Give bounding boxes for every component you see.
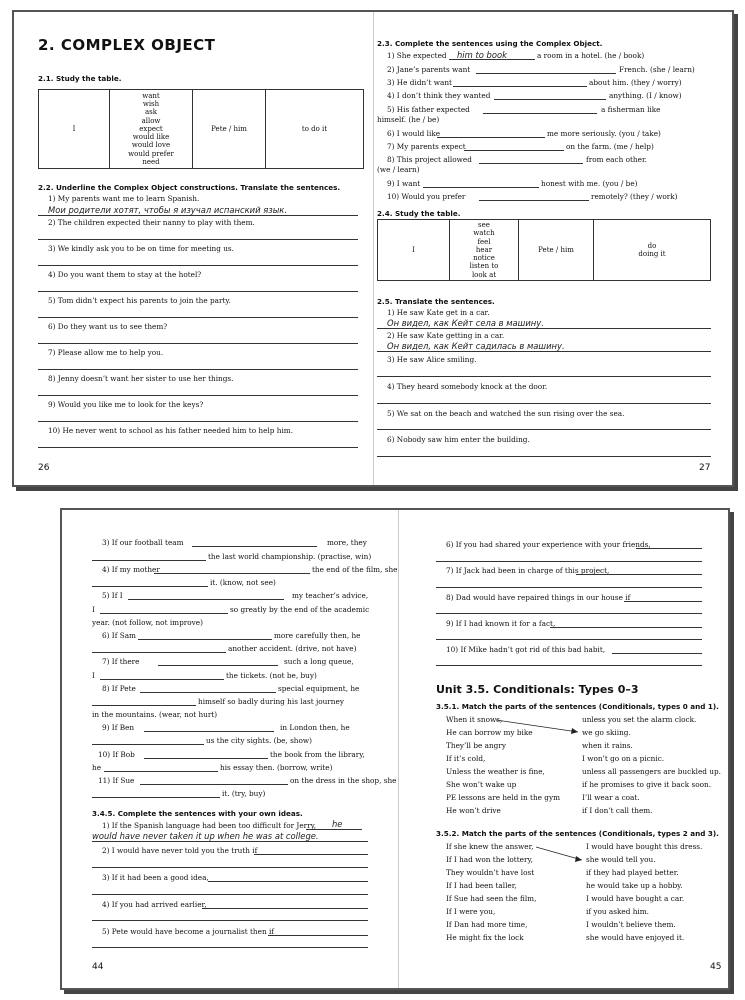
- exercise-text: us the city sights. (be, show): [206, 736, 312, 745]
- exercise-hint: a room in a hotel. (he / book): [537, 51, 645, 60]
- perception-verbs-table: [377, 219, 711, 281]
- answer-line: [144, 731, 274, 732]
- exercise-hint: a fisherman like: [601, 105, 661, 114]
- match-left: When it snows,: [446, 715, 503, 724]
- answer-line: [92, 867, 368, 868]
- table-cell: Pete / him: [519, 220, 594, 281]
- exercise-hint: honest with me. (you / be): [541, 179, 638, 188]
- match-right: she would have enjoyed it.: [586, 933, 685, 942]
- match-right: I wouldn’t believe them.: [586, 920, 676, 929]
- exercise-text: the book from the library,: [270, 750, 365, 759]
- exercise-item: 7) Please allow me to help you.: [48, 348, 164, 357]
- exercise-item: 1) My parents want me to learn Spanish.: [48, 194, 200, 203]
- exercise-text: in London then, he: [280, 723, 350, 732]
- exercise-hint: from each other.: [586, 155, 647, 164]
- exercise-hint: remotely? (they / work): [591, 192, 678, 201]
- exercise-item: 8) If Pete: [102, 684, 136, 693]
- exercise-text: it. (try, buy): [222, 789, 266, 798]
- exercise-hint: (we / learn): [377, 165, 420, 174]
- exercise-text: more carefully then, he: [274, 631, 361, 640]
- exercise-text: the last world championship. (practise, win): [208, 552, 372, 561]
- match-left: If she knew the answer,: [446, 842, 534, 851]
- answer-line: [140, 692, 276, 693]
- page-26: [14, 12, 373, 485]
- match-arrow-2: [398, 510, 728, 988]
- exercise-item: 6) Nobody saw him enter the building.: [387, 435, 530, 444]
- exercise-hint: French. (she / learn): [619, 65, 695, 74]
- answer-line: [38, 291, 358, 292]
- exercise-item: 10) Would you prefer: [387, 192, 466, 201]
- verb: would love: [131, 141, 171, 150]
- table-cell: Pete / him: [193, 90, 266, 169]
- exercise-item: 6) If Sam: [102, 631, 136, 640]
- answer-line: [144, 758, 268, 759]
- exercise-item: 9) I want: [387, 179, 421, 188]
- verb: see: [478, 220, 490, 229]
- verb: would like: [132, 133, 170, 142]
- verb: listen to: [469, 262, 499, 271]
- verb: allow: [141, 116, 161, 125]
- page-27: [373, 12, 732, 485]
- section-title: 2.2. Underline the Complex Object constructions. Translate the sentences.: [38, 183, 341, 192]
- exercise-text: I: [92, 605, 95, 614]
- verbs-table: [38, 89, 364, 169]
- handwritten-answer: he: [332, 819, 343, 829]
- verb: hear: [475, 245, 493, 254]
- answer-line: [38, 265, 358, 266]
- verb: ask: [144, 108, 157, 117]
- exercise-text: in the mountains. (wear, not hurt): [92, 710, 218, 719]
- answer-line: [479, 200, 589, 201]
- exercise-item: 5) Pete would have become a journalist then if: [102, 927, 275, 936]
- exercise-item: 6) If you had shared your experience with your friends,: [446, 540, 651, 549]
- exercise-hint: himself. (he / be): [377, 115, 440, 124]
- exercise-item: 6) I would like: [387, 129, 441, 138]
- match-right: if I don’t call them.: [582, 806, 653, 815]
- answer-line: [38, 369, 358, 370]
- answer-line: [377, 376, 711, 377]
- cell-line: doing it: [638, 250, 666, 258]
- exercise-item: 7) If Jack had been in charge of this project,: [446, 566, 610, 575]
- exercise-hint: on the farm. (me / help): [566, 142, 654, 151]
- answer-line: [92, 797, 220, 798]
- answer-line: [377, 403, 711, 404]
- match-left: PE lessons are held in the gym: [446, 793, 561, 802]
- match-left: If I were you,: [446, 907, 496, 916]
- exercise-item: 2) The children expected their nanny to play with them.: [48, 218, 255, 227]
- exercise-item: 2) Jane’s parents want: [387, 65, 471, 74]
- answer-line: [92, 841, 368, 842]
- handwritten-answer: Он видел, как Кейт села в машину.: [387, 318, 544, 328]
- answer-line: [254, 854, 368, 855]
- exercise-item: 3) He saw Alice smiling.: [387, 355, 477, 364]
- answer-line: [92, 560, 206, 561]
- book-spread-top: [12, 10, 734, 487]
- section-title: 2.4. Study the table.: [377, 209, 461, 218]
- answer-line: [202, 908, 368, 909]
- match-right: if he promises to give it back soon.: [582, 780, 712, 789]
- page-number: 26: [38, 463, 50, 473]
- exercise-item: 4) I don’t think they wanted: [387, 91, 491, 100]
- match-right: she would tell you.: [586, 855, 656, 864]
- verb: would prefer: [128, 149, 174, 158]
- answer-line: [377, 328, 711, 329]
- verb: want: [142, 91, 160, 100]
- match-left: Unless the weather is fine,: [446, 767, 545, 776]
- answer-line: [38, 215, 358, 216]
- match-left: If I had been taller,: [446, 881, 517, 890]
- exercise-item: 8) This project allowed: [387, 155, 472, 164]
- exercise-item: 5) His father expected: [387, 105, 470, 114]
- answer-line: [154, 573, 310, 574]
- verb: need: [142, 158, 160, 167]
- exercise-item: 4) Do you want them to stay at the hotel?: [48, 270, 202, 279]
- exercise-item: 10) He never went to school as his father needed him to help him.: [48, 426, 294, 435]
- answer-line: [38, 239, 358, 240]
- table-cell: [594, 220, 711, 281]
- answer-line: [453, 86, 587, 87]
- exercise-item: 7) If there: [102, 657, 140, 666]
- answer-line: [437, 137, 545, 138]
- page-title: 2. COMPLEX OBJECT: [38, 36, 216, 54]
- exercise-hint: me more seriously. (you / take): [547, 129, 661, 138]
- exercise-item: 10) If Bob: [98, 750, 135, 759]
- exercise-item: 2) I would have never told you the truth if: [102, 846, 258, 855]
- table-cell: to do it: [266, 90, 364, 169]
- answer-line: [92, 705, 196, 706]
- exercise-text: so greatly by the end of the academic: [230, 605, 370, 614]
- answer-line: [377, 351, 711, 352]
- match-right: I won’t go on a picnic.: [582, 754, 665, 763]
- exercise-text: year. (not follow, not improve): [92, 618, 203, 627]
- match-left: She won’t wake up: [446, 780, 517, 789]
- answer-line: [38, 421, 358, 422]
- match-right: I would have bought a car.: [586, 894, 685, 903]
- exercise-item: 1) He saw Kate get in a car.: [387, 308, 490, 317]
- answer-line: [464, 150, 564, 151]
- exercise-item: 4) They heard somebody knock at the door.: [387, 382, 548, 391]
- exercise-item: 10) If Mike hadn’t got rid of this bad habit,: [446, 645, 606, 654]
- answer-line: [92, 894, 368, 895]
- exercise-text: the end of the film, she: [312, 565, 398, 574]
- verb: wish: [142, 99, 160, 108]
- match-left: He can borrow my bike: [446, 728, 533, 737]
- exercise-item: 5) We sat on the beach and watched the sun rising over the sea.: [387, 409, 625, 418]
- match-right: he would take up a hobby.: [586, 881, 683, 890]
- exercise-item: 7) My parents expect: [387, 142, 466, 151]
- table-cell: I: [39, 90, 110, 169]
- match-left: If it’s cold,: [446, 754, 486, 763]
- exercise-item: 5) Tom didn’t expect his parents to join the party.: [48, 296, 231, 305]
- answer-line: [377, 429, 711, 430]
- match-right: I’ll wear a coat.: [582, 793, 640, 802]
- exercise-item: 6) Do they want us to see them?: [48, 322, 168, 331]
- exercise-text: himself so badly during his last journey: [198, 697, 344, 706]
- handwritten-answer: Он видел, как Кейт садилась в машину.: [387, 341, 565, 351]
- exercise-item: 9) If I had known it for a fact,: [446, 619, 556, 628]
- table-cell: I: [378, 220, 450, 281]
- match-right: unless you set the alarm clock.: [582, 715, 697, 724]
- page-45: [398, 510, 728, 988]
- answer-line: [104, 771, 218, 772]
- exercise-text: the tickets. (not be, buy): [226, 671, 317, 680]
- verb: notice: [473, 254, 495, 263]
- book-spread-bottom: [60, 508, 730, 990]
- verb: watch: [473, 229, 495, 238]
- exercise-text: another accident. (drive, not have): [228, 644, 357, 653]
- exercise-text: his essay then. (borrow, write): [220, 763, 333, 772]
- section-title: 3.5.2. Match the parts of the sentences (Conditionals, types 2 and 3).: [436, 829, 719, 838]
- answer-line: [140, 784, 288, 785]
- answer-line: [38, 317, 358, 318]
- answer-line: [92, 586, 208, 587]
- match-right: I would have bought this dress.: [586, 842, 703, 851]
- answer-line: [100, 613, 228, 614]
- answer-line: [483, 113, 597, 114]
- exercise-item: 3) We kindly ask you to be on time for meeting us.: [48, 244, 234, 253]
- exercise-item: 3) He didn’t want: [387, 78, 452, 87]
- answer-line: [38, 395, 358, 396]
- exercise-item: 4) If my mother: [102, 565, 160, 574]
- table-cell-verbs: [450, 220, 519, 281]
- match-left: If Dan had more time,: [446, 920, 528, 929]
- match-left: If Sue had seen the film,: [446, 894, 537, 903]
- page-44: [62, 510, 398, 988]
- exercise-item: 11) If Sue: [98, 776, 135, 785]
- match-right: when it rains.: [582, 741, 633, 750]
- answer-line: [92, 947, 368, 948]
- match-right: if you asked him.: [586, 907, 649, 916]
- answer-line: [92, 652, 226, 653]
- section-title: 2.3. Complete the sentences using the Complex Object.: [377, 39, 603, 48]
- answer-line: [92, 920, 368, 921]
- answer-line: [158, 665, 278, 666]
- match-left: He might fix the lock: [446, 933, 524, 942]
- page-number: 44: [92, 962, 104, 972]
- exercise-text: such a long queue,: [284, 657, 354, 666]
- exercise-item: 3) If it had been a good idea,: [102, 873, 209, 882]
- exercise-hint: about him. (they / worry): [589, 78, 682, 87]
- match-left: If I had won the lottery,: [446, 855, 533, 864]
- answer-line: [476, 73, 616, 74]
- exercise-text: it. (know, not see): [210, 578, 276, 587]
- exercise-item: 9) If Ben: [102, 723, 135, 732]
- answer-line: [92, 744, 204, 745]
- match-right: if they had played better.: [586, 868, 679, 877]
- answer-line: [38, 447, 358, 448]
- verb: expect: [139, 124, 163, 133]
- answer-line: [192, 546, 317, 547]
- exercise-text: I: [92, 671, 95, 680]
- match-right: we go skiing.: [582, 728, 631, 737]
- exercise-hint: anything. (I / know): [609, 91, 682, 100]
- match-left: They’ll be angry: [446, 741, 506, 750]
- page-number: 45: [710, 962, 722, 972]
- exercise-item: 1) She expected: [387, 51, 447, 60]
- exercise-text: more, they: [327, 538, 367, 547]
- answer-line: [377, 456, 711, 457]
- answer-line: [128, 599, 284, 600]
- section-title: 3.4.5. Complete the sentences with your own ideas.: [92, 809, 303, 818]
- answer-line: [100, 679, 224, 680]
- exercise-item: 2) He saw Kate getting in a car.: [387, 331, 505, 340]
- page-number: 27: [699, 463, 711, 473]
- answer-line: [479, 163, 583, 164]
- handwritten-answer: would have never taken it up when he was at college.: [92, 831, 319, 841]
- verb: look at: [471, 270, 497, 279]
- exercise-text: special equipment, he: [278, 684, 360, 693]
- answer-line: [268, 935, 368, 936]
- answer-line: [38, 343, 358, 344]
- section-title: 2.5. Translate the sentences.: [377, 297, 495, 306]
- exercise-item: 4) If you had arrived earlier,: [102, 900, 207, 909]
- section-title: 2.1. Study the table.: [38, 74, 122, 83]
- verb: feel: [477, 237, 491, 246]
- handwritten-answer: him to book: [457, 50, 507, 60]
- exercise-item: 5) If I: [102, 591, 123, 600]
- handwritten-answer: Мои родители хотят, чтобы я изучал испанский язык.: [48, 205, 288, 215]
- exercise-text: on the dress in the shop, she: [290, 776, 397, 785]
- exercise-item: 8) Jenny doesn’t want her sister to use her things.: [48, 374, 234, 383]
- cell-line: do: [647, 241, 657, 250]
- answer-line: [494, 99, 606, 100]
- section-title: 3.5.1. Match the parts of the sentences (Conditionals, types 0 and 1).: [436, 702, 719, 711]
- match-left: He won’t drive: [446, 806, 501, 815]
- exercise-item: 9) Would you like me to look for the keys?: [48, 400, 204, 409]
- exercise-item: 3) If our football team: [102, 538, 184, 547]
- exercise-item: 8) Dad would have repaired things in our house if: [446, 593, 631, 602]
- answer-line: [208, 881, 368, 882]
- exercise-text: my teacher’s advice,: [292, 591, 369, 600]
- answer-line: [138, 639, 272, 640]
- answer-line: [423, 187, 539, 188]
- answer-line: [306, 829, 362, 830]
- exercise-item: 1) If the Spanish language had been too difficult for Jerry,: [102, 821, 317, 830]
- match-left: They wouldn’t have lost: [446, 868, 535, 877]
- exercise-text: he: [92, 763, 102, 772]
- unit-title: Unit 3.5. Conditionals: Types 0–3: [436, 683, 639, 696]
- match-right: unless all passengers are buckled up.: [582, 767, 721, 776]
- table-cell-verbs: [110, 90, 193, 169]
